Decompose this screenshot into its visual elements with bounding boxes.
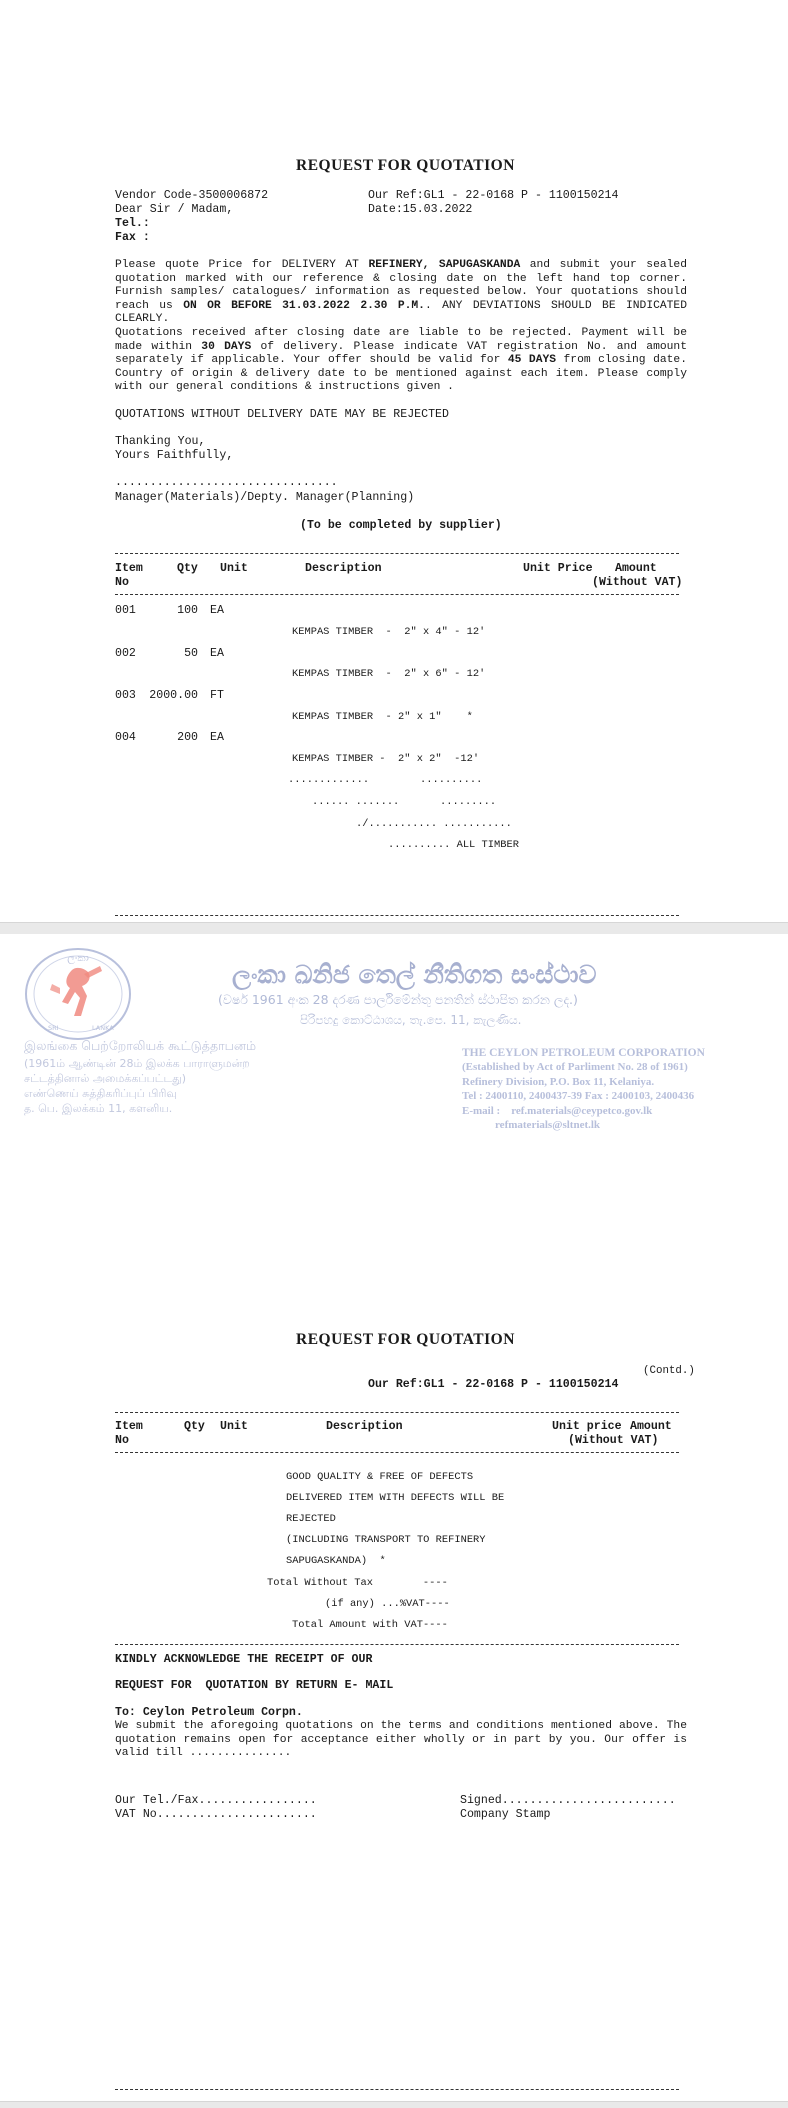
- dotted-line: ..........: [420, 774, 483, 786]
- header-item: Item: [115, 562, 143, 575]
- letterhead-sinhala-act: (වර්ෂ 1961 අංක 28 දරණ පාර්ලිමේන්තු පනතින් ස්ථාපිත කරන ලද.): [218, 992, 578, 1007]
- dotted-line: ...... .......: [312, 796, 400, 808]
- quotation-date: Date:15.03.2022: [368, 203, 473, 216]
- dotted-line: .........: [440, 796, 497, 808]
- our-reference: Our Ref:GL1 - 22-0168 P - 1100150214: [368, 1378, 619, 1391]
- dotted-line: ./........... ...........: [356, 818, 512, 830]
- divider: [115, 1644, 679, 1645]
- item-no: 003: [115, 689, 136, 702]
- header-unit-price: Unit Price: [523, 562, 593, 575]
- total-with-vat: Total Amount with VAT----: [292, 1619, 448, 1631]
- letterhead-tamil-title: இலங்கை பெற்றோலியக் கூட்டுத்தாபனம்: [24, 1038, 257, 1053]
- supplier-note: (To be completed by supplier): [300, 519, 502, 532]
- page-title: REQUEST FOR QUOTATION: [296, 157, 515, 174]
- item-unit: EA: [210, 731, 224, 744]
- svg-text:ලංකා: ලංකා: [67, 953, 89, 964]
- manager-title: Manager(Materials)/Depty. Manager(Planning): [115, 491, 415, 504]
- item-description: KEMPAS TIMBER - 2" x 4" - 12': [292, 626, 486, 638]
- quotation-page-2: [0, 934, 788, 2102]
- header-without-vat: (Without VAT): [568, 1434, 659, 1447]
- all-timber-note: .......... ALL TIMBER: [388, 839, 519, 851]
- header-qty: Qty: [177, 562, 198, 575]
- letterhead-english-line: Tel : 2400110, 2400437-39 Fax : 2400103, 2400436: [462, 1090, 695, 1102]
- item-qty: 2000.00: [149, 689, 198, 702]
- fax-label: Fax :: [115, 231, 150, 244]
- letterhead-english-line: Refinery Division, P.O. Box 11, Kelaniya.: [462, 1076, 655, 1088]
- terms-paragraph: Quotations received after closing date are liable to be rejected. Payment will be made within 30 DAYS of delivery. Please indicate VAT registration No. and amount separately if applicable. Your offer should be valid for 45 DAYS from closing date. Country of origin & delivery date to be mentioned against each item. Please comply with our general conditions & instructions given .: [115, 327, 687, 394]
- letterhead-email: refmaterials@sltnet.lk: [462, 1119, 601, 1131]
- acknowledge-text: KINDLY ACKNOWLEDGE THE RECEIPT OF OUR: [115, 1653, 373, 1666]
- letterhead-tamil-line: சட்டத்தினால் அமைக்கப்பட்டது): [24, 1072, 187, 1085]
- header-description: Description: [305, 562, 382, 575]
- header-unit: Unit: [220, 1420, 248, 1433]
- letterhead-tamil-line: த. பெ. இலக்கம் 11, களனிய.: [24, 1102, 173, 1115]
- divider: [115, 1412, 679, 1413]
- divider: [115, 553, 679, 554]
- item-description: KEMPAS TIMBER - 2" x 2" -12': [292, 753, 480, 765]
- header-description: Description: [326, 1420, 403, 1433]
- thanking-text: Thanking You,: [115, 435, 206, 448]
- our-tel-fax: Our Tel./Fax.................: [115, 1794, 317, 1807]
- letterhead-tamil-line: எண்ணெய் சுத்திகரிப்புப் பிரிவு: [24, 1087, 177, 1100]
- header-amount: Amount: [630, 1420, 672, 1433]
- svg-text:LANKA: LANKA: [92, 1024, 114, 1032]
- item-unit: FT: [210, 689, 224, 702]
- header-unit-price: Unit price: [552, 1420, 622, 1433]
- item-qty: 50: [184, 647, 198, 660]
- quality-note: REJECTED: [286, 1513, 336, 1525]
- our-reference: Our Ref:GL1 - 22-0168 P - 1100150214: [368, 189, 619, 202]
- letterhead: [0, 934, 788, 1138]
- item-description: KEMPAS TIMBER - 2" x 1" *: [292, 711, 473, 723]
- company-stamp: Company Stamp: [460, 1808, 551, 1821]
- divider: [115, 594, 679, 595]
- dotted-line: .............: [288, 774, 370, 786]
- page-bottom-divider: [115, 2089, 679, 2090]
- divider: [115, 1452, 679, 1453]
- closing-text: Yours Faithfully,: [115, 449, 234, 462]
- corporation-logo-icon: [22, 944, 134, 1044]
- item-no: 001: [115, 604, 136, 617]
- item-description: KEMPAS TIMBER - 2" x 6" - 12': [292, 668, 486, 680]
- vendor-code: Vendor Code-3500006872: [115, 189, 269, 202]
- letterhead-english-title: THE CEYLON PETROLEUM CORPORATION: [462, 1047, 705, 1059]
- delivery-warning: QUOTATIONS WITHOUT DELIVERY DATE MAY BE REJECTED: [115, 408, 449, 421]
- submission-text: We submit the aforegoing quotations on the terms and conditions mentioned above. The quotation remains open for acceptance either wholly or in part by you. Our offer is valid till ...............: [115, 1720, 687, 1760]
- header-no: No: [115, 1434, 129, 1447]
- vat-no: VAT No.......................: [115, 1808, 317, 1821]
- page-title: REQUEST FOR QUOTATION: [296, 1331, 515, 1348]
- request-email-text: REQUEST FOR QUOTATION BY RETURN E- MAIL: [115, 1679, 394, 1692]
- recipient: To: Ceylon Petroleum Corpn.: [115, 1706, 303, 1719]
- svg-text:SRI: SRI: [48, 1024, 59, 1032]
- item-qty: 200: [177, 731, 198, 744]
- item-qty: 100: [177, 604, 198, 617]
- item-no: 002: [115, 647, 136, 660]
- item-no: 004: [115, 731, 136, 744]
- signed-line: Signed.........................: [460, 1794, 676, 1807]
- signature-line: ................................: [115, 476, 338, 489]
- vat-line: (if any) ...%VAT----: [325, 1598, 450, 1610]
- letterhead-sinhala-name: ලංකා ඛනිජ තෙල් නීතිගත සංස්ථාව: [232, 960, 597, 989]
- item-unit: EA: [210, 647, 224, 660]
- tel-label: Tel.:: [115, 217, 150, 230]
- header-unit: Unit: [220, 562, 248, 575]
- letterhead-sinhala-address: පිරිපහදු කොට්ඨාශය, තැ.පෙ. 11, කැලණිය.: [300, 1013, 522, 1027]
- quality-note: GOOD QUALITY & FREE OF DEFECTS: [286, 1471, 474, 1483]
- letterhead-tamil-line: (1961ம் ஆண்டின் 28ம் இலக்க பாராளுமன்ற: [24, 1057, 250, 1070]
- quotation-page-1: [0, 0, 788, 922]
- instructions-paragraph: Please quote Price for DELIVERY AT REFINERY, SAPUGASKANDA and submit your sealed quotation marked with our reference & closing date on the left hand top corner. Furnish samples/ catalogues/ information as requested below. Your quotations should reach us ON OR BEFORE 31.03.2022 2.30 P.M.. ANY DEVIATIONS SHOULD BE INDICATED CLEARLY.: [115, 259, 687, 326]
- header-amount: Amount: [615, 562, 657, 575]
- quality-note: DELIVERED ITEM WITH DEFECTS WILL BE: [286, 1492, 505, 1504]
- header-without-vat: (Without VAT): [592, 576, 683, 589]
- header-no: No: [115, 576, 129, 589]
- letterhead-email: E-mail : ref.materials@ceypetco.gov.lk: [462, 1105, 653, 1117]
- quality-note: SAPUGASKANDA) *: [286, 1555, 386, 1567]
- header-qty: Qty: [184, 1420, 205, 1433]
- quality-note: (INCLUDING TRANSPORT TO REFINERY: [286, 1534, 486, 1546]
- header-item: Item: [115, 1420, 143, 1433]
- item-unit: EA: [210, 604, 224, 617]
- total-without-tax: Total Without Tax ----: [267, 1577, 448, 1589]
- salutation: Dear Sir / Madam,: [115, 203, 234, 216]
- page-bottom-divider: [115, 915, 679, 916]
- continued-label: (Contd.): [643, 1365, 695, 1377]
- letterhead-english-line: (Established by Act of Parliment No. 28 of 1961): [462, 1061, 688, 1073]
